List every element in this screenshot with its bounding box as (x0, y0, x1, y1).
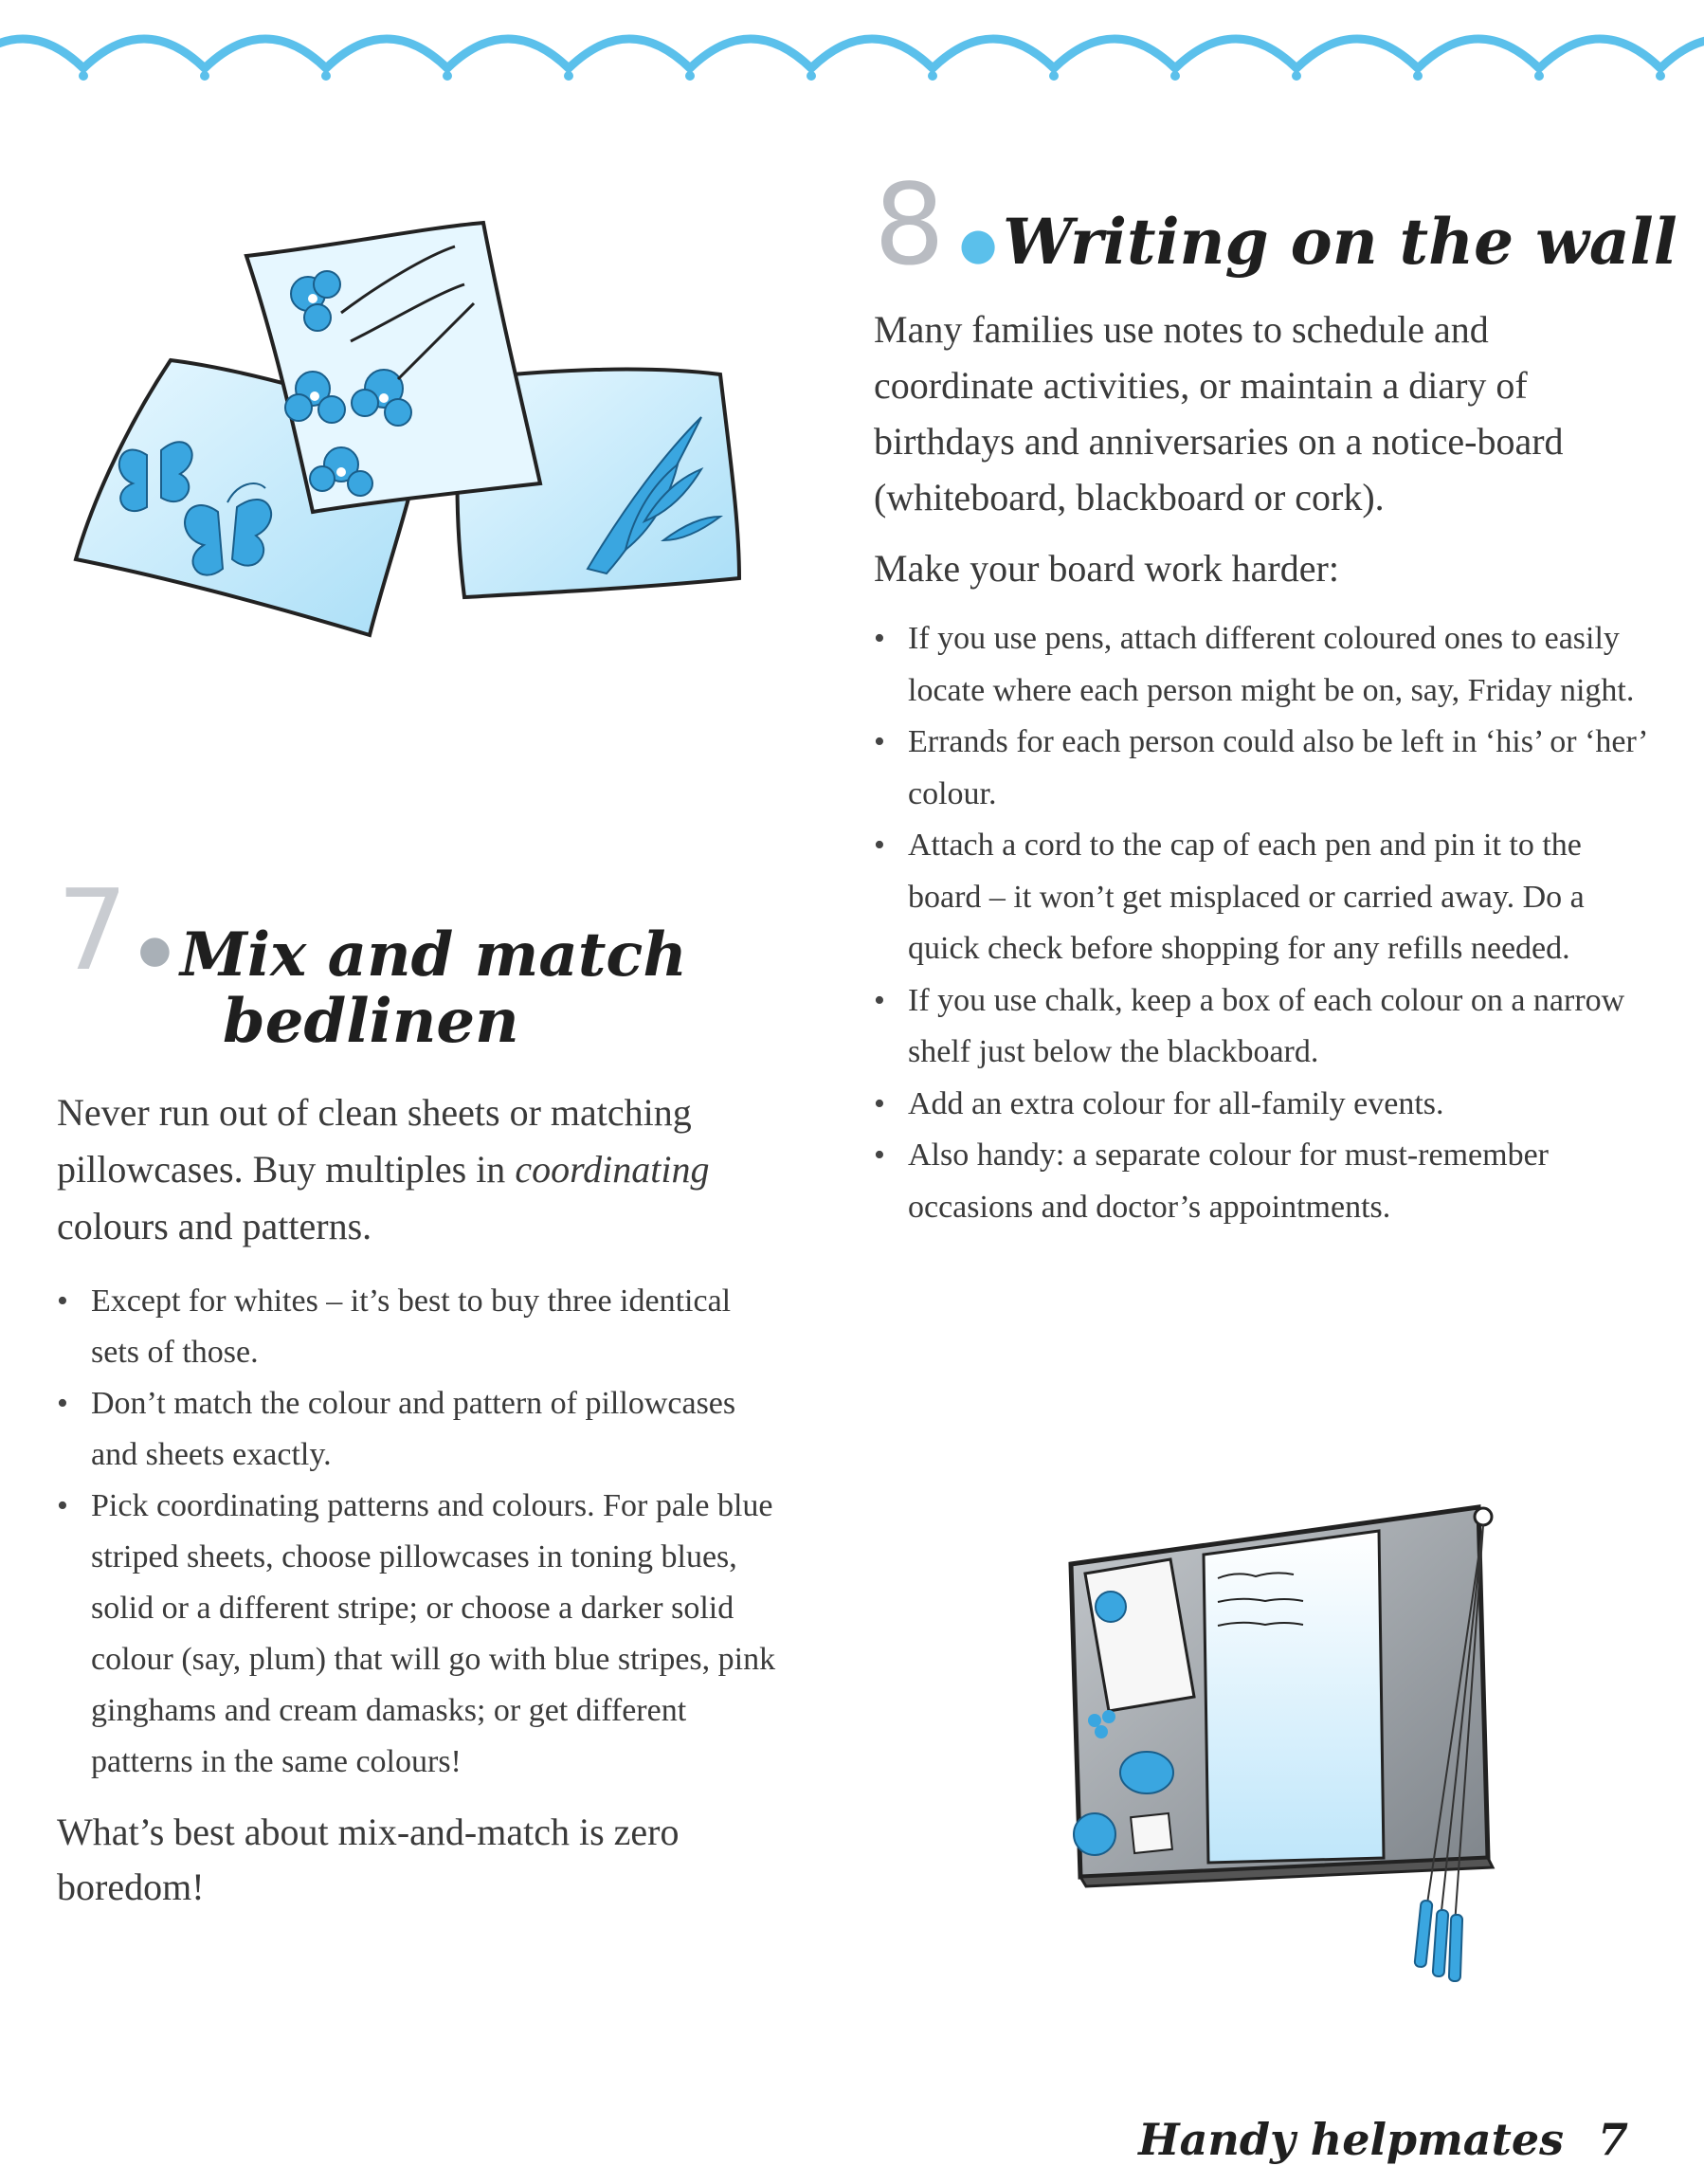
intro-paragraph: Never run out of clean sheets or matching pillowcases. Buy multiples in coordinating colours and patterns. (57, 1091, 710, 1247)
scallop-joint (1656, 71, 1665, 81)
lead-paragraph: Make your board work harder: (874, 547, 1339, 590)
dot-icon: ● (959, 218, 998, 269)
tips-list (874, 613, 1651, 1233)
tips-list (57, 1276, 777, 1788)
scallop-joint (928, 71, 937, 81)
scallop-joint (321, 71, 331, 81)
page-footer (1138, 2114, 1628, 2165)
scallop-joint (1413, 71, 1423, 81)
list-item: • Add an extra colour for all-family events. (874, 1079, 1651, 1131)
list-item: • Don’t match the colour and pattern of pillowcases and sheets exactly. (57, 1378, 777, 1481)
list-item: • Except for whites – it’s best to buy three identical sets of those. (57, 1276, 777, 1378)
scalloped-border (0, 0, 1704, 104)
list-item: • Pick coordinating patterns and colours. For pale blue striped sheets, choose pillowcases in toning blues, solid or a different stripe; or choose a darker solid colour (say, plum) that will go with blue stripes, pink ginghams and cream damasks; or get different patterns in the same colours! (57, 1481, 777, 1788)
noticeboard-illustration (1052, 1493, 1507, 1986)
section-heading (874, 159, 1677, 301)
outro-paragraph: What’s best about mix-and-match is zero boredom! (57, 1811, 680, 1908)
section-number: 7 (57, 864, 129, 995)
section-writing-on-the-wall (874, 159, 1677, 1233)
scallop-joint (200, 71, 209, 81)
scallop-joint (1049, 71, 1059, 81)
section-title-line1: Mix and match (180, 919, 687, 991)
scallop-joint (1170, 71, 1180, 81)
list-item: • Also handy: a separate colour for must-remember occasions and doctor’s appointments. (874, 1130, 1651, 1233)
scallop-joint (807, 71, 816, 81)
scallop-joint (1292, 71, 1301, 81)
scallop-joint (1534, 71, 1544, 81)
section-heading (57, 864, 777, 1081)
pillows-illustration (57, 209, 758, 645)
list-item: • Errands for each person could also be left in ‘his’ or ‘her’ colour. (874, 717, 1651, 820)
list-item: • If you use chalk, keep a box of each colour on a narrow shelf just below the blackboard. (874, 975, 1651, 1079)
section-title-line2: bedlinen (223, 986, 519, 1057)
list-item: • Attach a cord to the cap of each pen and pin it to the board – it won’t get misplaced or carried away. Do a quick check before shopping for any refills needed. (874, 820, 1651, 975)
scallop-joint (443, 71, 452, 81)
section-mix-and-match (57, 864, 777, 1915)
list-item: • If you use pens, attach different coloured ones to easily locate where each person might be on, say, Friday night. (874, 613, 1651, 717)
running-footer-title: Handy helpmates (1138, 2114, 1564, 2165)
scallop-joint (564, 71, 573, 81)
dot-icon: ● (138, 927, 172, 972)
section-number: 8 (874, 159, 946, 290)
intro-paragraph: Many families use notes to schedule and coordinate activities, or maintain a diary of birthdays and anniversaries on a notice-board (whiteboard, blackboard or cork). (874, 308, 1564, 519)
page-number: 7 (1597, 2114, 1628, 2165)
scallop-joint (79, 71, 88, 81)
emphasis: coordinating (515, 1148, 710, 1191)
scallop-joint (685, 71, 695, 81)
section-title: Writing on the wall (1003, 205, 1677, 279)
